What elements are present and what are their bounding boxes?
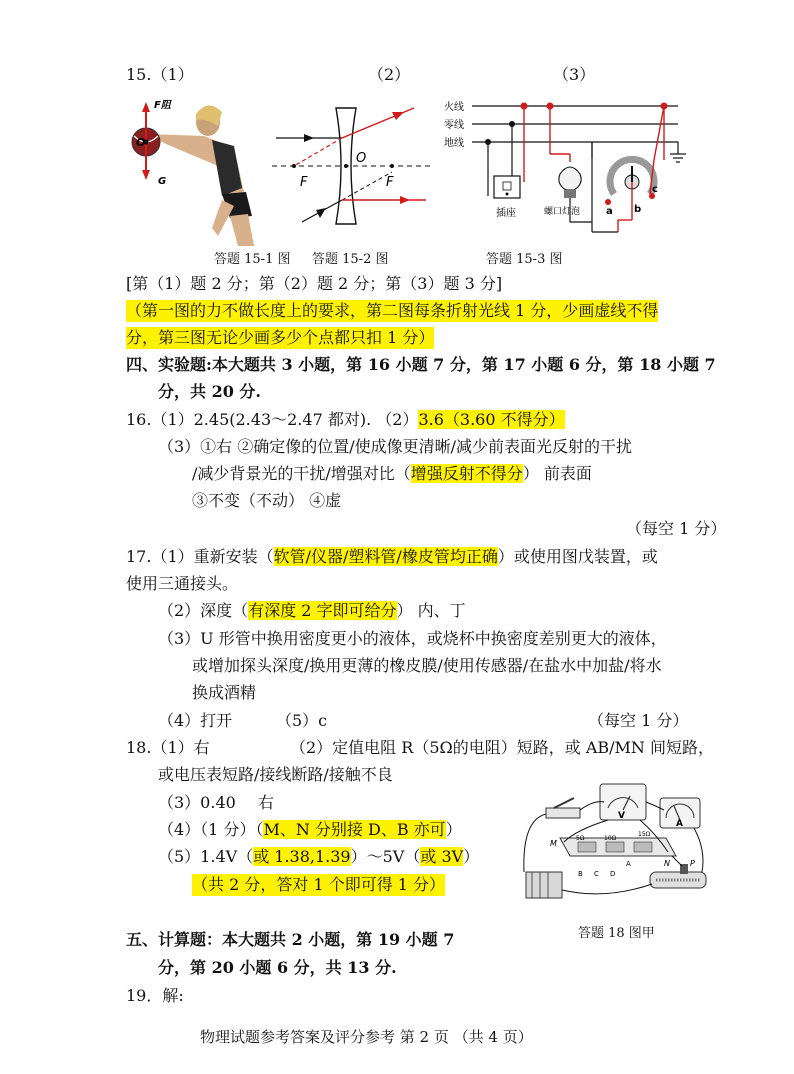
focus-left-label: F: [300, 175, 308, 190]
q18-line5-text: （5）1.4V（: [158, 847, 254, 866]
q18-line5: [158, 846, 479, 868]
terminal-b-label: B: [578, 870, 583, 878]
figure-15-2: [272, 104, 432, 244]
q17-line7-a: （4）打开: [158, 711, 233, 730]
q17-line3-tail: ） 内、丁: [396, 601, 466, 620]
q17-line7-b: （5）c: [276, 711, 328, 730]
q18-line5-mid: ）～5V（: [350, 847, 421, 866]
fig18-caption: 答题 18 图甲: [578, 926, 655, 941]
neutral-wire-label: 零线: [444, 120, 464, 131]
terminal-a-label: A: [626, 860, 631, 868]
section5-heading-line1: 五、计算题：本大题共 2 小题，第 19 小题 7: [126, 930, 455, 949]
ammeter-label: A: [676, 819, 683, 829]
q15-heading: 15.（1）: [126, 65, 194, 84]
q15-part2: （2）: [368, 65, 411, 84]
pot-a-label: a: [606, 206, 613, 217]
q15-score-line: [第（1）题 2 分；第（2）题 2 分；第（3）题 3 分]: [126, 274, 503, 293]
terminal-c-label: C: [594, 870, 599, 878]
fig15-3-caption: 答题 15-3 图: [486, 252, 563, 267]
battery: [526, 872, 562, 898]
q17-line1-tail: ）或使用图戊装置，或: [497, 547, 658, 566]
q16-line2: （3）①右 ②确定像的位置/使成像更清晰/减少前表面光反射的干扰: [158, 437, 633, 456]
q17-line6: 换成酒精: [192, 683, 257, 702]
q15-note-line2: 分，第三图无论少画多少个点都只扣 1 分）: [126, 328, 435, 347]
q18-line2: 或电压表短路/接线断路/接触不良: [158, 765, 393, 784]
q18-line4-tail: ）: [445, 820, 462, 839]
socket-label: 插座: [496, 208, 516, 219]
figure-18-circuit: [516, 780, 712, 908]
live-wire-label: 火线: [444, 102, 464, 113]
page-footer: 物理试题参考答案及评分参考 第 2 页 （共 4 页）: [200, 1028, 533, 1046]
pot-c-label: c: [652, 184, 658, 195]
q17-line3-highlight: 有深度 2 字即可给分: [248, 601, 397, 620]
q18-line3-a: （3）0.40: [158, 793, 236, 812]
virtual-extension-2: [342, 172, 392, 200]
q16-line3-text: /减少背景光的干扰/增强对比（: [192, 464, 411, 483]
terminal-d-label: D: [610, 870, 616, 878]
q16-line1-highlight: 3.6（3.60 不得分）: [418, 410, 565, 429]
fig15-2-caption: 答题 15-2 图: [312, 252, 389, 267]
q18-line6-highlight: （共 2 分，答对 1 个即可得 1 分）: [192, 875, 446, 894]
q16-line1: [126, 409, 565, 431]
q15-part3: （3）: [553, 65, 596, 84]
drag-force-label: F阻: [154, 100, 171, 111]
resistor-15ohm-label: 15Ω: [638, 831, 651, 838]
q18-line3-b: 右: [258, 793, 275, 812]
figure-15-1: [126, 96, 266, 246]
q18-line5-highlight1: 或 1.38,1.39: [253, 847, 351, 866]
q16-score: （每空 1 分）: [626, 519, 727, 538]
focus-right-label: F: [386, 175, 394, 190]
q16-line4: ③不变（不动） ④虚: [192, 491, 342, 510]
q17-score: （每空 1 分）: [588, 711, 689, 730]
q17-line2: 使用三通接头。: [126, 574, 239, 593]
q18-line5-tail: ）: [463, 847, 480, 866]
q17-line3-text: （2）深度（: [158, 601, 249, 620]
screw-lamp: [559, 167, 581, 190]
q19-label: 19．解:: [126, 986, 184, 1005]
voltmeter-label: V: [618, 811, 625, 821]
ground-wire-label: 地线: [444, 138, 464, 149]
q15-note-line1: （第一图的力不做长度上的要求，第二图每条折射光线 1 分，少画虚线不得: [126, 301, 659, 320]
section4-heading-line1: 四、实验题:本大题共 3 小题，第 16 小题 7 分，第 17 小题 6 分，第 18 小题 7: [126, 355, 716, 374]
lamp-label: 螺口灯泡: [544, 207, 581, 217]
fig15-1-caption: 答题 15-1 图: [214, 252, 291, 267]
figure-15-3: [442, 96, 682, 236]
resistor-10ohm-label: 10Ω: [604, 835, 617, 842]
slider-p-label: P: [690, 859, 695, 868]
q18-line5-highlight2: 或 3V: [420, 847, 464, 866]
q17-line4: （3）U 形管中换用密度更小的液体，或烧杯中换密度差别更大的液体，: [158, 629, 667, 648]
q17-line1-text: 17.（1）重新安装（: [126, 547, 274, 566]
q18-line4: [158, 819, 462, 841]
gravity-label: G: [158, 176, 167, 187]
section5-heading-line2: 分，第 20 小题 6 分，共 13 分.: [158, 958, 397, 977]
lens-center-label: O: [356, 151, 367, 166]
q17-line1: [126, 546, 658, 568]
pot-b-label: b: [634, 204, 642, 215]
q16-line1-text: 16.（1）2.45(2.43～2.47 都对). （2）: [126, 410, 419, 429]
q16-line3-highlight: 增强反射不得分: [410, 464, 523, 483]
q16-line3-tail: ） 前表面: [522, 464, 592, 483]
terminal-m-label: M: [550, 839, 557, 848]
resistor-5ohm-label: 5Ω: [576, 835, 585, 842]
q17-line5: 或增加探头深度/换用更薄的橡皮膜/使用传感器/在盐水中加盐/将水: [192, 656, 662, 675]
q16-line3: [192, 463, 592, 485]
q17-line3: [158, 600, 466, 622]
q18-line1-a: 18.（1）右: [126, 738, 210, 757]
q18-line4-text: （4）（1 分）（: [158, 820, 264, 839]
q18-line4-highlight: M、N 分别接 D、B 亦可: [263, 820, 446, 839]
section4-heading-line2: 分，共 20 分.: [158, 382, 261, 401]
q17-line1-highlight: 软管/仪器/塑料管/橡皮管均正确: [273, 547, 498, 566]
switch: [546, 808, 580, 818]
terminal-n-label: N: [664, 859, 670, 868]
virtual-extension-1: [294, 138, 342, 166]
q18-line1-b: （2）定值电阻 R（5Ω的电阻）短路，或 AB/MN 间短路，: [290, 738, 715, 757]
point-o-label: O: [136, 136, 146, 149]
